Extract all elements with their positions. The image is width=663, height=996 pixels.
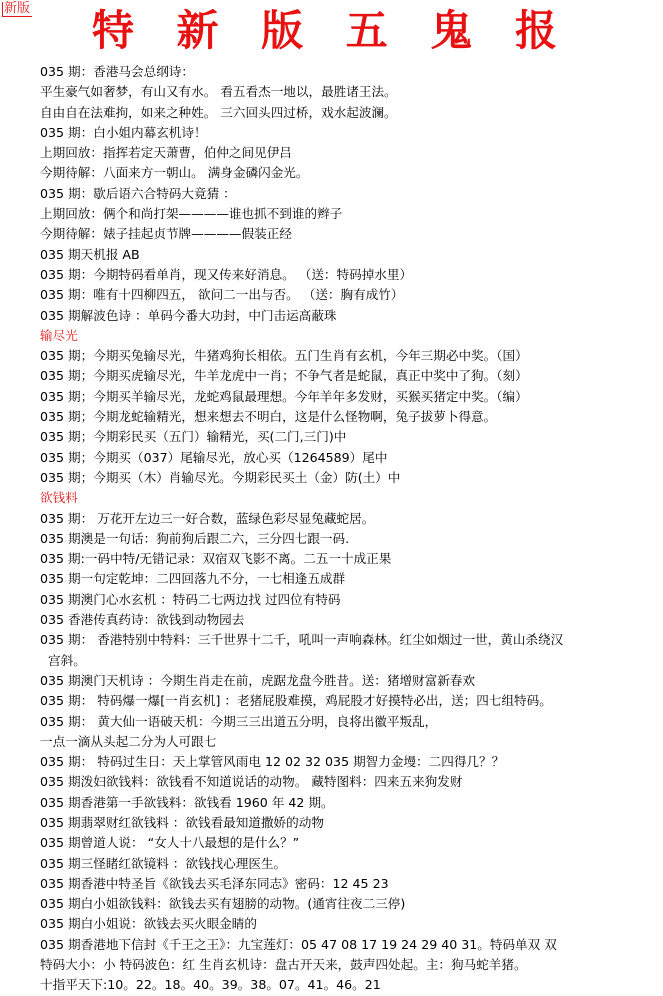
edition-tag: 新版 [4,1,31,16]
text-line [40,387,660,407]
line-text: 特码大小：小 特码波色：红 生肖玄机诗：盘古开天来，鼓声四处起。主：狗马蛇羊猪。 [40,957,527,973]
text-line [40,123,660,143]
line-text: 输尽光 [40,327,78,343]
text-line [40,712,660,732]
text-line [40,62,660,82]
line-text: 035 期；今期买虎输尽光，牛羊龙虎中一肖；不争气者是蛇鼠，真正中奖中了狗。（刻） [40,368,528,384]
line-text: 035 期：歇后语六合特码大竟猜 ： [40,185,236,201]
text-line [40,833,660,853]
line-text: 035 期；今期买兔输尽光，牛猪鸡狗长相依。五门生肖有玄机，今年三期必中奖。（国） [40,348,528,364]
line-text: 035 期天机报 AB [40,246,140,262]
text-line [40,143,660,163]
text-line [40,549,660,569]
line-text: 035 香港传真药诗：欲钱到动物园去 [40,612,245,628]
text-line [40,590,660,610]
line-text: 035 期解波色诗 ：单码今番大功封，中门击运高蔽珠 [40,307,337,323]
line-text: 035 期香港中特圣旨《欲钱去买毛泽东同志》密码：12 45 23 [40,875,389,891]
line-text: 今期待解：八面来方一朝山。 满身金磷闪金光。 [40,165,309,181]
line-text: 035 期；今期彩民买（五门）输精光，买(二门,三门)中 [40,429,347,445]
text-line [40,894,660,914]
line-text: 上期回放：俩个和尚打架————谁也抓不到谁的辫子 [40,206,343,222]
text-line [40,184,660,204]
text-line [40,427,660,447]
text-line [40,245,660,265]
line-text: 035 期白小姐欲钱料：欲钱去买有翅膀的动物。(通宵往夜二三停) [40,896,406,912]
line-text: 自由自在法难拘，如来之种姓。 三六回头四过桥，戏水起波澜。 [40,104,397,120]
line-text: 035 期；今期龙蛇输精光，想来想去不明白，这是什么怪物啊，兔子拔萝卜得意。 [40,409,497,425]
line-text: 035 期翡翠财红欲钱料 ：欲钱看最知道撒娇的动物 [40,814,324,830]
text-line [40,935,660,955]
text-line [40,569,660,589]
text-line [40,509,660,529]
text-line [40,813,660,833]
line-text: 035 期三怪睹红欲镜料 ：欲钱找心理医生。 [40,855,287,871]
text-line [40,874,660,894]
line-text: 平生豪气如奢梦，有山又有水。 看五看杰一地以，最胜诸王法。 [40,84,397,100]
line-text: 035 期；今期买（木）肖输尽光。今期彩民买土（金）防(土）中 [40,469,401,485]
text-line [40,793,660,813]
text-line [40,854,660,874]
text-line [40,630,660,671]
line-text: 035 期澳门心水玄机 ：特码二七两边找 过四位有特码 [40,591,341,607]
text-line [40,671,660,691]
text-line [40,224,660,244]
line-text: 035 期:一码中特/无错记录：双宿双飞影不离。二五一十成正果 [40,551,392,567]
text-line [40,955,660,975]
line-text: 035 期：今期特码看单肖，现又传来好消息。 （送：特码掉水里） [40,266,413,282]
text-line [40,163,660,183]
section-heading [40,326,660,346]
text-line [40,366,660,386]
text-line [40,975,660,995]
line-text: 035 期泼妇欲钱料：欲钱看不知道说话的动物。 藏特图料：四来五来狗发财 [40,774,463,790]
line-text: 035 期澳门天机诗 ：今期生肖走在前，虎踞龙盘今胜昔。送：猪增财富新春欢 [40,672,476,688]
text-line [40,204,660,224]
section-heading [40,488,660,508]
text-line [40,306,660,326]
text-line [40,285,660,305]
text-line [40,529,660,549]
line-text: 035 期澳是一句话：狗前狗后跟二六，三分四七跟一码. [40,530,350,546]
line-text: 035 期一句定乾坤：二四回落九不分，一七相逢五成群 [40,571,346,587]
text-line [40,346,660,366]
text-line [40,732,660,752]
line-text: 035 期： 黄大仙一语破天机：今期三三出道五分明，良将出徽平叛乱， [40,713,438,729]
line-text: 035 期： 特码过生日：天上掌管风雨电 12 02 32 035 期智力金墁：二四得几？？ [40,754,505,770]
text-line [40,468,660,488]
line-text: 035 期曾道人说： “女人十八最想的是什么？” [40,835,300,851]
line-text: 035 期：白小姐内幕玄机诗！ [40,124,207,140]
line-text: 一点一滴从头起二分为人可跟七 [40,733,217,749]
line-text: 035 期：香港马会总纲诗： [40,64,194,79]
text-line [40,772,660,792]
line-text: 035 期： 万花开左边三一好合数，蓝绿色彩尽显兔藏蛇居。 [40,510,375,526]
text-line [40,691,660,711]
text-line [40,914,660,934]
page-title: 特 新 版 五 鬼 报 [91,6,572,55]
line-text: 035 期香港地下信封《千王之王》：九宝莲灯：05 47 08 17 19 24 29 40 31。特码单双 双 [40,936,557,952]
line-text: 欲钱料 [40,490,78,506]
line-text: 035 期： 特码爆一爆[一肖玄机] ：老猪屁股难摸，鸡屁股才好摸特必出，送；四七组特码。 [40,693,552,709]
text-line [40,448,660,468]
line-text: 035 期：唯有十四柳四五， 欲问二一出与否。 （送：胸有成竹） [40,287,404,303]
line-text: 035 期香港第一手欲钱料：欲钱看 1960 年 42 期。 [40,794,334,810]
line-text: 035 期白小姐说：欲钱去买火眼金睛的 [40,916,257,932]
line-text: 上期回放：指挥若定天萧曹，伯仲之间见伊吕 [40,145,292,161]
document-body [40,62,660,996]
text-line [40,610,660,630]
line-text: 035 期；今期买（037）尾输尽光，放心买（1264589）尾中 [40,449,388,465]
line-text: 十指平天下:10。22。18。40。39。38。07。41。46。21 [40,977,381,993]
line-text: 035 期： 香港特别中特料：三千世界十二千，吼叫一声响森林。红尘如烟过一世，黄山杀绕汉 [40,632,564,648]
line-continuation: 宫斜。 [48,652,86,668]
text-line [40,407,660,427]
line-text: 今期待解：婊子挂起贞节牌————假装正经 [40,226,292,242]
text-line [40,752,660,772]
text-line [40,103,660,123]
text-line [40,82,660,102]
line-text: 035 期；今期买羊输尽光，龙蛇鸡鼠最理想。今年羊年多发财，买猴买猪定中奖。（编） [40,388,528,404]
text-line [40,265,660,285]
